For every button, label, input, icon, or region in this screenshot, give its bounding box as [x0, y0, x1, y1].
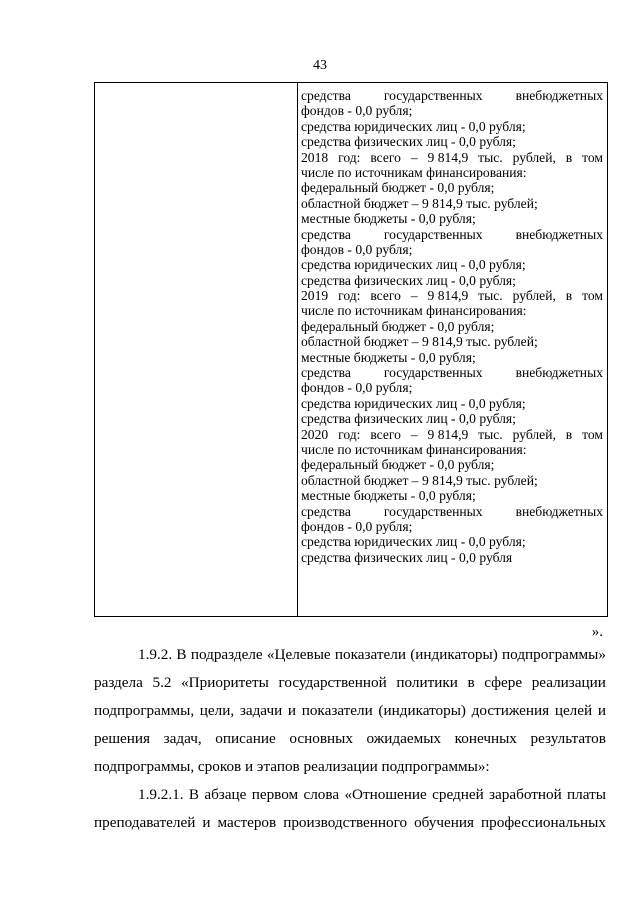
word: тыс. — [478, 288, 503, 304]
word: обучения — [414, 814, 475, 831]
word: преподавателей — [94, 814, 196, 831]
page-number: 43 — [313, 58, 327, 73]
word: средства — [301, 226, 351, 242]
word: рублей, — [512, 149, 556, 165]
word: – — [410, 426, 418, 442]
text-line: средства физических лиц - 0,0 рубля; — [301, 272, 516, 288]
word: том — [582, 288, 603, 304]
text-line: числе по источникам финансирования: — [301, 441, 527, 457]
word: подпрограммы» — [502, 646, 606, 663]
word: 9 814,9 — [427, 288, 469, 304]
word: показатели — [301, 702, 373, 719]
word: – — [410, 149, 418, 165]
word: заработной — [489, 786, 562, 803]
word: результатов — [530, 730, 606, 747]
word: государственных — [383, 226, 483, 242]
text-line — [94, 669, 606, 697]
word: 2020 — [301, 426, 329, 442]
word: слова — [303, 786, 340, 803]
word: подпрограммы, — [94, 702, 195, 719]
word: год: — [338, 149, 361, 165]
word: ожидаемых — [366, 730, 442, 747]
text-line — [94, 697, 606, 725]
text-line: областной бюджет – 9 814,9 тыс. рублей; — [301, 195, 538, 211]
paragraph-1-9-2-1 — [94, 781, 606, 837]
text-line: числе по источникам финансирования: — [301, 164, 527, 180]
word: 2018 — [301, 149, 329, 165]
word: «Целевые — [266, 646, 331, 663]
word: всего — [370, 426, 401, 442]
word: внебюджетных — [515, 226, 603, 242]
word: 9 814,9 — [427, 426, 469, 442]
word: 1.9.2.1. — [138, 786, 184, 803]
word: государственных — [383, 503, 483, 519]
paragraph-1-9-2 — [94, 641, 606, 781]
word: внебюджетных — [515, 88, 603, 103]
word: средства — [301, 365, 351, 381]
word: всего — [370, 288, 401, 304]
word: достижения — [471, 702, 550, 719]
text-line: числе по источникам финансирования: — [301, 303, 527, 319]
text-line: областной бюджет – 9 814,9 тыс. рублей; — [301, 334, 538, 350]
word: решения — [94, 730, 151, 747]
word: 9 814,9 — [427, 149, 469, 165]
text-line — [301, 88, 603, 103]
word: государственной — [278, 674, 387, 691]
word: всего — [370, 149, 401, 165]
text-line — [94, 641, 606, 669]
word: 2019 — [301, 288, 329, 304]
word: мастеров — [217, 814, 277, 831]
text-line — [301, 365, 603, 380]
text-line: средства юридических лиц - 0,0 рубля; — [301, 395, 526, 411]
word: и — [597, 702, 606, 719]
text-line: средства физических лиц - 0,0 рубля — [301, 549, 513, 565]
word: политики — [396, 674, 458, 691]
word: и — [287, 702, 297, 719]
word: реализации — [531, 674, 606, 691]
word: «Отношение — [344, 786, 427, 803]
word: том — [582, 426, 603, 442]
word: конечных — [454, 730, 517, 747]
text-line — [94, 781, 606, 809]
word: год: — [338, 288, 361, 304]
word: внебюджетных — [515, 503, 603, 519]
text-line — [301, 288, 603, 303]
word: задачи — [239, 702, 283, 719]
table-left-cell — [95, 83, 298, 616]
word: рублей, — [512, 288, 556, 304]
word: – — [410, 288, 418, 304]
word: тыс. — [478, 149, 503, 165]
text-line: подпрограммы, сроков и этапов реализации подпрограммы»: — [94, 758, 490, 775]
word: 5.2 — [152, 674, 172, 691]
text-line: средства юридических лиц - 0,0 рубля; — [301, 534, 526, 550]
word: сфере — [484, 674, 523, 691]
text-line: фондов - 0,0 рубля; — [301, 103, 413, 119]
word: цели, — [199, 702, 235, 719]
text-line: местные бюджеты - 0,0 рубля; — [301, 211, 476, 227]
word: рублей, — [512, 426, 556, 442]
text-line: местные бюджеты - 0,0 рубля; — [301, 488, 476, 504]
text-line — [301, 150, 603, 165]
word: средней — [432, 786, 484, 803]
text-line — [301, 504, 603, 519]
word: в — [467, 674, 475, 691]
word: профессиональных — [481, 814, 606, 831]
text-line: фондов - 0,0 рубля; — [301, 518, 413, 534]
word: показатели — [334, 646, 406, 663]
text-line: средства юридических лиц - 0,0 рубля; — [301, 118, 526, 134]
word: задач, — [163, 730, 202, 747]
word: производственного — [283, 814, 408, 831]
word: в — [565, 288, 573, 304]
text-line: фондов - 0,0 рубля; — [301, 241, 413, 257]
word: в — [565, 149, 573, 165]
word: В — [188, 786, 200, 803]
text-line: местные бюджеты - 0,0 рубля; — [301, 349, 476, 365]
word: основных — [289, 730, 353, 747]
text-line: областной бюджет – 9 814,9 тыс. рублей; — [301, 472, 538, 488]
text-line — [301, 427, 603, 442]
word: год: — [338, 426, 361, 442]
word: абзаце — [204, 786, 247, 803]
table-right-cell — [301, 88, 603, 565]
word: целей — [554, 702, 593, 719]
word: средства — [301, 503, 351, 519]
word: тыс. — [478, 426, 503, 442]
word: внебюджетных — [515, 365, 603, 381]
text-line — [94, 725, 606, 753]
text-line: федеральный бюджет - 0,0 рубля; — [301, 457, 495, 473]
word: 1.9.2. — [138, 646, 173, 663]
word: средства — [301, 88, 351, 103]
word: государственных — [383, 88, 483, 103]
word: в — [565, 426, 573, 442]
word: раздела — [94, 674, 143, 691]
word: том — [582, 149, 603, 165]
word: В — [176, 646, 187, 663]
text-line — [301, 227, 603, 242]
text-line: федеральный бюджет - 0,0 рубля; — [301, 318, 495, 334]
word: первом — [251, 786, 299, 803]
word: государственных — [383, 365, 483, 381]
text-line — [94, 809, 606, 837]
text-line: федеральный бюджет - 0,0 рубля; — [301, 180, 495, 196]
word: и — [202, 814, 211, 831]
text-line: фондов - 0,0 рубля; — [301, 380, 413, 396]
word: описание — [215, 730, 276, 747]
word: «Приоритеты — [181, 674, 269, 691]
funding-table — [94, 82, 608, 617]
text-line: средства физических лиц - 0,0 рубля; — [301, 411, 516, 427]
text-line: средства физических лиц - 0,0 рубля; — [301, 134, 516, 150]
closing-quote: ». — [591, 624, 603, 640]
word: (индикаторы) — [410, 646, 498, 663]
word: подразделе — [190, 646, 263, 663]
text-line: средства юридических лиц - 0,0 рубля; — [301, 257, 526, 273]
word: платы — [567, 786, 606, 803]
word: (индикаторы) — [378, 702, 466, 719]
